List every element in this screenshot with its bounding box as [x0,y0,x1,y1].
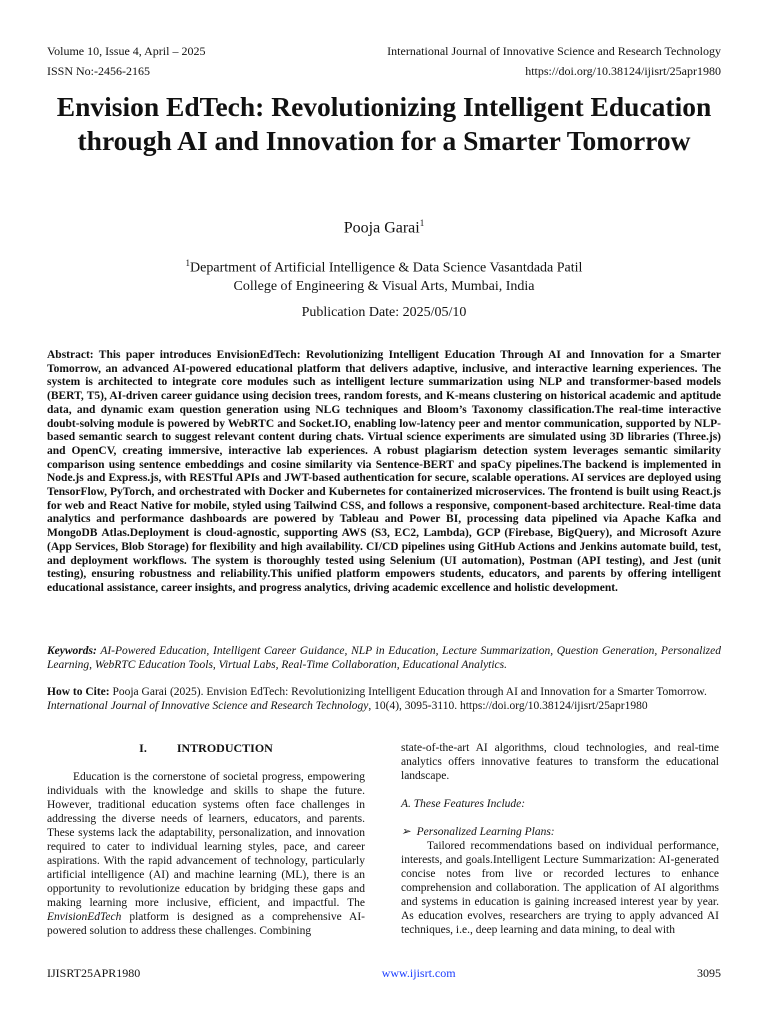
footer-article-id: IJISRT25APR1980 [47,966,141,980]
author [0,218,768,237]
keywords-text: AI-Powered Education, Intelligent Career Guidance, NLP in Education, Lecture Summarization, Question Generation, Personalized Learning, WebRTC Education Tools, Virtual Labs, Real-Time Collaboration, Educational Analytics. [47,645,721,671]
section-heading-introduction [47,741,365,755]
subsection-heading: A. These Features Include: [401,798,526,810]
affiliation-sup: 1 [185,258,191,268]
paper-title: Envision EdTech: Revolutionizing Intelligent Education through AI and Innovation for a Smarter Tomorrow [56,91,712,156]
section-number: I. [139,741,147,755]
intro-para1-emphasis: EnvisionEdTech [47,911,122,923]
journal-name: International Journal of Innovative Science and Research Technology [387,44,721,58]
running-header-top [47,44,721,59]
author-name: Pooja Garai [343,219,420,237]
affiliation-line1: Department of Artificial Intelligence & Data Science Vasantdada Patil [190,260,583,276]
page-footer [47,966,721,981]
how-to-cite [47,685,721,713]
bullet-label: Personalized Learning Plans: [416,826,555,838]
bullet-item [401,825,719,839]
footer-website-link[interactable]: www.ijisrt.com [381,966,456,980]
how-to-cite-label: How to Cite: [47,686,110,698]
issn: ISSN No:-2456-2165 [47,64,151,78]
footer-page-number: 3095 [697,966,721,980]
intro-paragraph-2: state-of-the-art AI algorithms, cloud technologies, and real-time analytics offers innovative features to transform the educational landscape. [401,742,719,782]
how-to-cite-text1: Pooja Garai (2025). Envision EdTech: Revolutionizing Intelligent Education through AI and Innovation for a Smarter Tomorrow. [109,686,707,698]
affiliation-line2: College of Engineering & Visual Arts, Mumbai, India [233,278,535,294]
section-title: INTRODUCTION [176,741,273,755]
affiliation [0,254,768,296]
intro-para1-text: Education is the cornerstone of societal progress, empowering individuals with the knowledge and skills to shape the future. However, traditional education systems often face challenges in addressing the diverse needs of learners, educators, and parents. These systems lack the adaptability, personalization, and innovation required to cater to individual learning styles, pace, and career aspirations. With the rapid advancement of technology, particularly artificial intelligence (AI) and machine learning (ML), there is an opportunity to revolutionize education by bridging these gaps and making learning more inclusive, efficient, and impactful. The [47,771,365,909]
how-to-cite-text2: , 10(4), 3095-3110. https://doi.org/10.38124/ijisrt/25apr1980 [368,700,648,712]
intro-para1-end: platform is designed as a comprehensive AI-powered solution to address these challenges. Combining [47,911,365,937]
arrow-bullet-icon: ➢ [401,826,411,838]
publication-date: Publication Date: 2025/05/10 [301,305,467,320]
how-to-cite-journal: International Journal of Innovative Science and Research Technology [47,700,369,712]
doi-link[interactable]: https://doi.org/10.38124/ijisrt/25apr1980 [525,64,721,78]
intro-paragraph-1 [47,770,365,938]
volume-info: Volume 10, Issue 4, April – 2025 [47,44,206,58]
author-sup: 1 [419,218,425,228]
keywords [47,644,721,672]
column-left [47,741,365,938]
intro-paragraph-3: Tailored recommendations based on individual performance, interests, and goals.Intelligent Lecture Summarization: AI-generated concise notes from live or recorded lectures to enhance comprehension and collaboration. The application of AI algorithms and systems in education is gaining increased interest year by year. As education evolves, researchers are trying to apply advanced AI techniques, i.e., deep learning and data mining, to deal with [401,840,719,936]
keywords-label: Keywords: [47,645,97,657]
column-right [401,741,719,937]
abstract: Abstract: This paper introduces EnvisionEdTech: Revolutionizing Intelligent Education Through AI and Innovation for a Smarter Tomorrow, an advanced AI-powered educational platform that delivers adaptive, inclusive, and interactive learning experiences. The system is architected to integrate core modules such as intelligent lecture summarization using NLP and transformer-based models (BERT, T5), AI-driven career guidance using decision trees, random forests, and K-means clustering on historical academic and aptitude data, and dynamic exam question generation using NLG techniques and Bloom’s Taxonomy classification.The real-time interactive doubt-solving module is powered by WebRTC and Socket.IO, enabling low-latency peer and mentor communication, supported by NLP-based semantic search to suggest relevant content during chats. Virtual science experiments are simulated using 3D libraries (Three.js) and OpenCV, creating immersive, interactive lab experiences. A robust plagiarism detection system leverages semantic similarity comparison using sentence embeddings and cosine similarity via Sentence-BERT and spaCy pipelines.The backend is implemented in Node.js and Express.js, with RESTful APIs and JWT-based authentication for secure, scalable operations. AI services are deployed using TensorFlow, PyTorch, and orchestrated with Docker and Kubernetes for containerized microservices. The frontend is built using React.js for web and React Native for mobile, styled using Tailwind CSS, and follows a responsive, component-based architecture. Real-time data analytics and performance dashboards are powered by Tableau and Power BI, processing data pipelined via Apache Kafka and MongoDB Atlas.Deployment is cloud-agnostic, supporting AWS (S3, EC2, Lambda), GCP (Firebase, BigQuery), and Microsoft Azure (App Services, Blob Storage) for flexibility and high availability. CI/CD pipelines using GitHub Actions and Jenkins automate build, test, and deployment workflows. The system is thoroughly tested using Selenium (UI automation), Postman (API testing), and Jest (unit testing), ensuring robustness and reliability.This unified platform empowers students, educators, and parents by offering intelligent educational assistance, career insights, and progress analytics, driving academic excellence and holistic development. [47,349,721,594]
running-header-bottom [47,64,721,79]
